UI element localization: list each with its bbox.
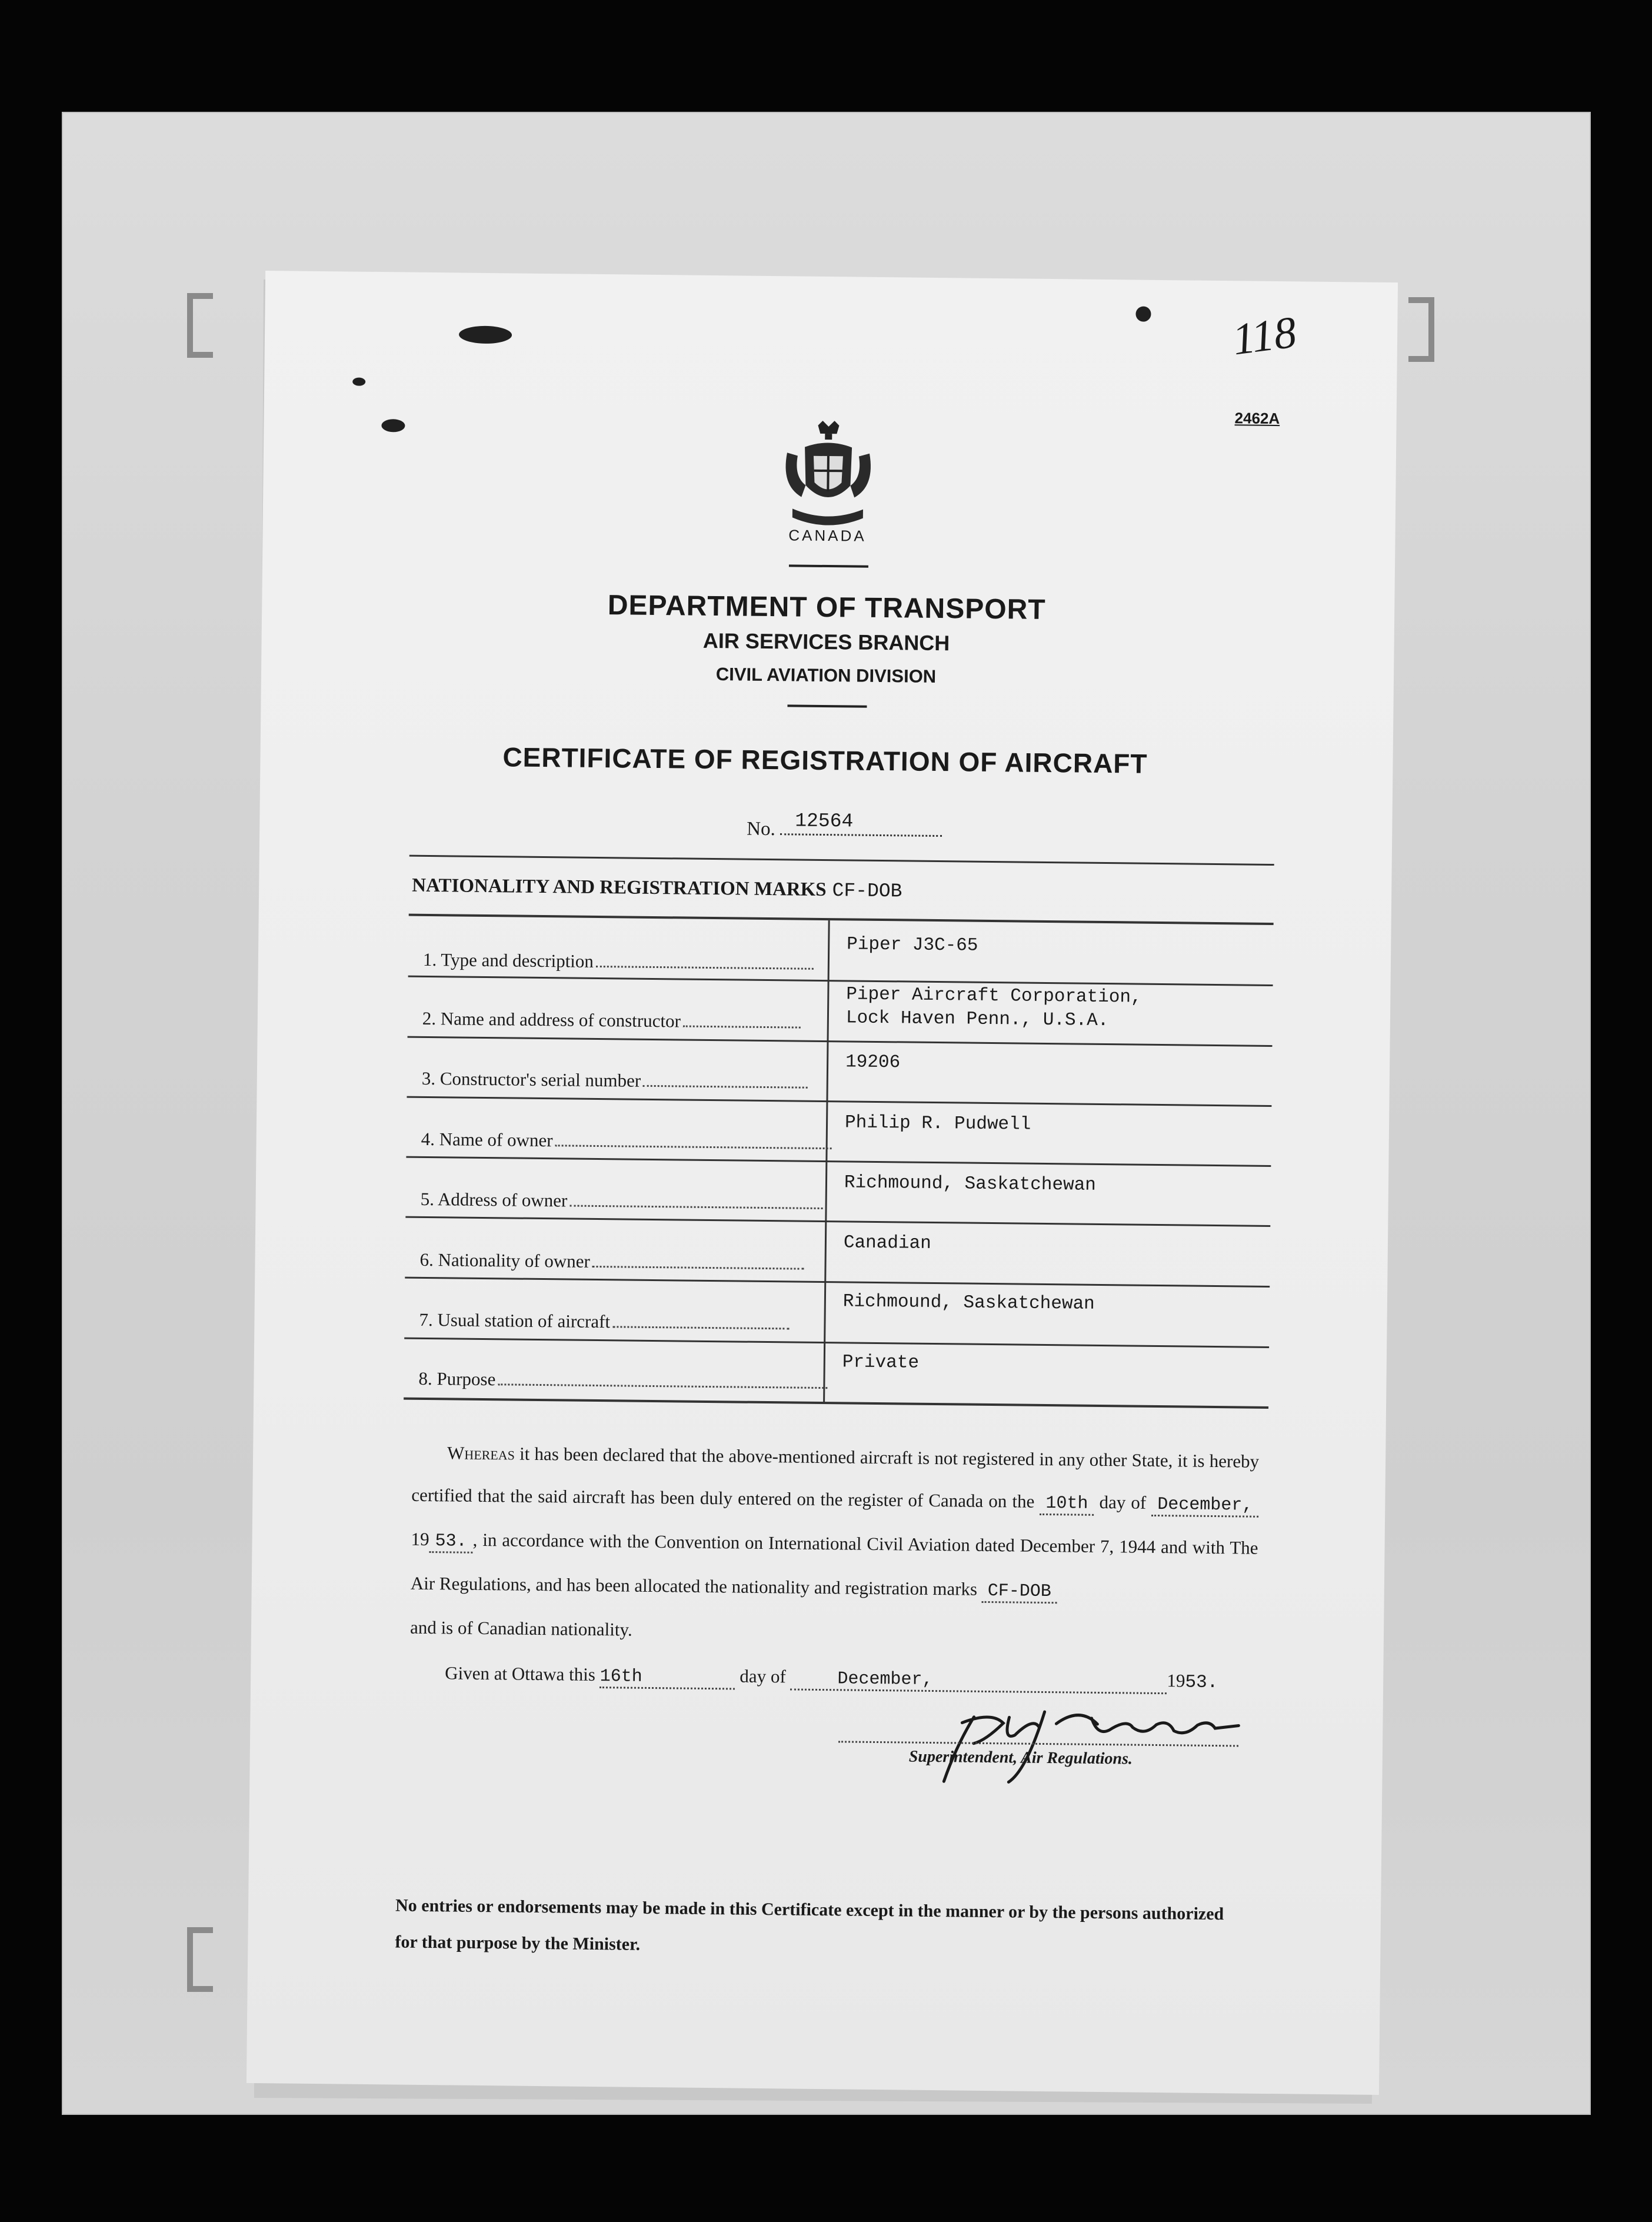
declaration-whereas: Whereas [447,1442,515,1464]
registration-marks-value: CF-DOB [832,880,902,903]
field-label-constructor: 2. Name and address of constructor [422,1008,801,1033]
field-label-owner-name: 4. Name of owner [421,1129,832,1154]
field-value-owner-address: Richmound, Saskatchewan [844,1172,1097,1196]
declaration-paragraph [410,1432,1260,1658]
declaration-text-3: 19 [411,1528,429,1550]
field-value-owner-name: Philip R. Pudwell [844,1112,1031,1135]
table-row-line [407,1096,1271,1107]
given-month: December, [790,1668,1167,1694]
table-row-line [404,1398,1268,1409]
page-number: 118 [1230,307,1300,365]
rule-line [409,914,1274,925]
rule-line [409,855,1274,866]
registration-year: 53. [429,1531,472,1554]
ink-smudge [381,419,405,432]
field-label-purpose: 8. Purpose [418,1368,827,1393]
form-number: 2462A [1234,409,1280,428]
table-row-line [405,1216,1270,1227]
certificate-number-line [747,810,942,842]
registration-month: December, [1151,1495,1258,1518]
table-row-line [408,1036,1273,1047]
given-day: 16th [599,1666,735,1689]
given-year: 53. [1185,1672,1218,1694]
certificate-page [247,271,1398,2095]
declaration-text-1: it has been declared that the above-mentioned aircraft is not registered in any other State, it is hereby certified that the said aircraft has been duly entered on the register of Canada on the [411,1443,1260,1512]
crest-label: CANADA [788,526,867,545]
ink-smudge [352,378,365,386]
field-label-owner-nationality: 6. Nationality of owner [419,1249,804,1275]
given-prefix: Given at Ottawa this [445,1662,596,1685]
certificate-title: CERTIFICATE OF REGISTRATION OF AIRCRAFT [502,741,1148,779]
division-heading: CIVIL AVIATION DIVISION [715,664,937,687]
given-at-line [445,1662,1268,1695]
declaration-text-4: , in accordance with the Convention on International Civil Aviation dated December 7, 1944 and with The Air Regulations, and has been allocated the nationality and registration marks [410,1529,1258,1599]
field-value-owner-nationality: Canadian [843,1232,931,1254]
field-value-purpose: Private [842,1352,920,1373]
table-row-line [406,1156,1271,1167]
crop-mark-top-left [187,293,213,358]
field-label-type: 1. Type and description [423,949,814,974]
declaration-text-2: day of [1099,1491,1147,1513]
field-value-station: Richmound, Saskatchewan [842,1291,1095,1315]
ink-smudge [1135,307,1151,322]
given-mid: day of [740,1665,786,1687]
ink-smudge [459,325,512,344]
divider [787,704,867,707]
given-century: 19 [1167,1670,1185,1691]
certificate-number-value: 12564 [795,810,854,833]
branch-heading: AIR SERVICES BRANCH [702,628,950,656]
department-heading: DEPARTMENT OF TRANSPORT [607,590,1046,626]
field-label-station: 7. Usual station of aircraft [419,1309,789,1335]
table-row-line [408,976,1273,986]
registration-marks-line [406,875,1347,907]
certificate-number-label: No. [747,818,776,840]
registration-day: 10th [1040,1493,1094,1516]
table-row-line [404,1338,1269,1348]
table-row-line [405,1277,1270,1288]
footer-note: No entries or endorsements may be made in this Certificate except in the manner or by the persons authorized for that purpose by the Minister. [395,1895,1224,1954]
signatory-title: Superintendent, Air Regulations. [908,1747,1133,1768]
allocated-marks: CF-DOB [982,1581,1057,1604]
field-label-owner-address: 5. Address of owner [420,1189,822,1214]
field-value-constructor: Piper Aircraft Corporation, Lock Haven Penn., U.S.A. [845,984,1142,1032]
field-value-type: Piper J3C-65 [847,934,978,956]
registration-marks-label: NATIONALITY AND REGISTRATION MARKS [412,874,827,901]
field-label-serial: 3. Constructor's serial number [422,1068,808,1093]
field-value-serial: 19206 [845,1052,901,1073]
crop-mark-bottom-left [187,1927,213,1992]
declaration-text-5: and is of Canadian nationality. [409,1616,632,1640]
coat-of-arms-icon [781,420,876,533]
crop-mark-top-right [1408,297,1434,362]
divider [789,564,868,567]
